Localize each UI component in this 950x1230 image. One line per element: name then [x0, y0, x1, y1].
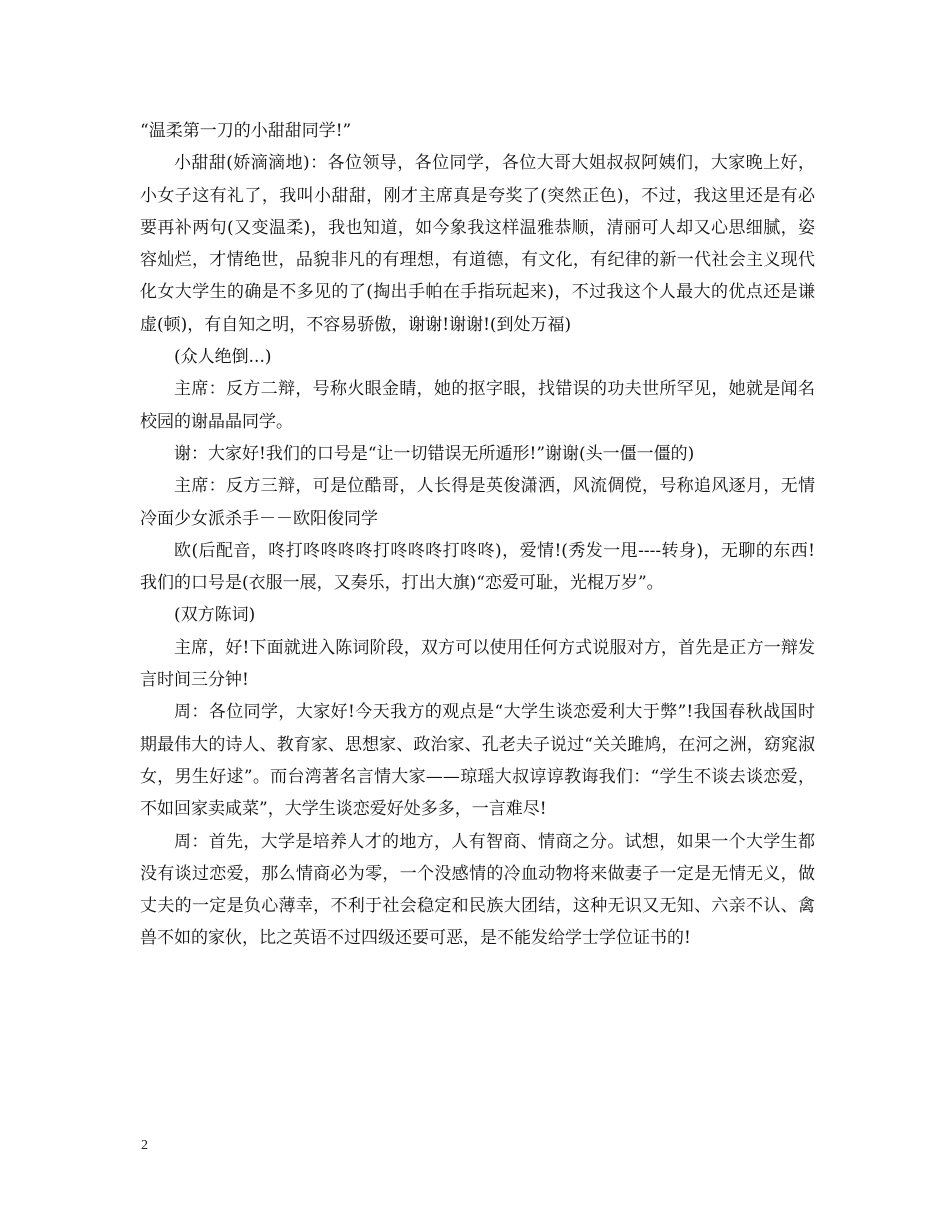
document-body: [140, 115, 815, 955]
paragraph-8: (双方陈词): [174, 605, 256, 626]
paragraph-1: “温柔第一刀的小甜甜同学!”: [140, 121, 352, 141]
paragraph-5: 谢：大家好!我们的口号是“让一切错误无所遁形!”谢谢(头一僵一僵的): [174, 443, 695, 464]
paragraph-3: (众人绝倒...): [174, 347, 272, 368]
page-number: 2: [141, 1138, 148, 1153]
paragraph-6: 主席：反方三辩，可是位酷哥，人长得是英俊潇洒，风流倜傥，号称追风逐月，无情冷面少女派杀手－－欧阳俊同学: [140, 476, 815, 529]
paragraph-7: 欧(后配音，咚打咚咚咚咚打咚咚咚打咚咚)，爱情!(秀发一甩----转身)，无聊的东西!我们的口号是(衣服一展，又奏乐，打出大旗)“恋爱可耻，光棍万岁”。: [140, 540, 815, 594]
paragraph-11: 周：首先，大学是培养人才的地方，人有智商、情商之分。试想，如果一个大学生都没有谈过恋爱，那么情商必为零，一个没感情的冷血动物将来做妻子一定是无情无义，做丈夫的一定是负心薄幸，不利于社会稳定和民族大团结，这种无识又无知、六亲不认、禽兽不如的家伙，比之英语不过四级还要可恶，是不能发给学士学位证书的!: [140, 831, 815, 949]
paragraph-4: 主席：反方二辩，号称火眼金睛，她的抠字眼，找错误的功夫世所罕见，她就是闻名校园的谢晶晶同学。: [140, 379, 815, 432]
paragraph-2: 小甜甜(娇滴滴地)：各位领导，各位同学，各位大哥大姐叔叔阿姨们，大家晚上好，小女子这有礼了，我叫小甜甜，刚才主席真是夸奖了(突然正色)，不过，我这里还是有必要再补两句(又变温柔)，我也知道，如今象我这样温雅恭顺，清丽可人却又心思细腻，姿容灿烂，才情绝世，品貌非凡的有理想，有道德，有文化，有纪律的新一代社会主义现代化女大学生的确是不多见的了(掏出手帕在手指玩起来)，不过我这个人最大的优点还是谦虚(顿)，有自知之明，不容易骄傲，谢谢!谢谢!(到处万福): [140, 153, 815, 335]
paragraph-9: 主席，好!下面就进入陈词阶段，双方可以使用任何方式说服对方，首先是正方一辩发言时间三分钟!: [140, 637, 815, 691]
paragraph-10: 周：各位同学，大家好!今天我方的观点是“大学生谈恋爱利大于弊”!我国春秋战国时期最伟大的诗人、教育家、思想家、政治家、孔老夫子说过“关关雎鸠，在河之洲，窈窕淑女，男生好逑”。而台湾著名言情大家——琼瑶大叔谆谆教诲我们：“学生不谈去谈恋爱，不如回家卖咸菜”，大学生谈恋爱好处多多，一言难尽!: [140, 702, 815, 820]
